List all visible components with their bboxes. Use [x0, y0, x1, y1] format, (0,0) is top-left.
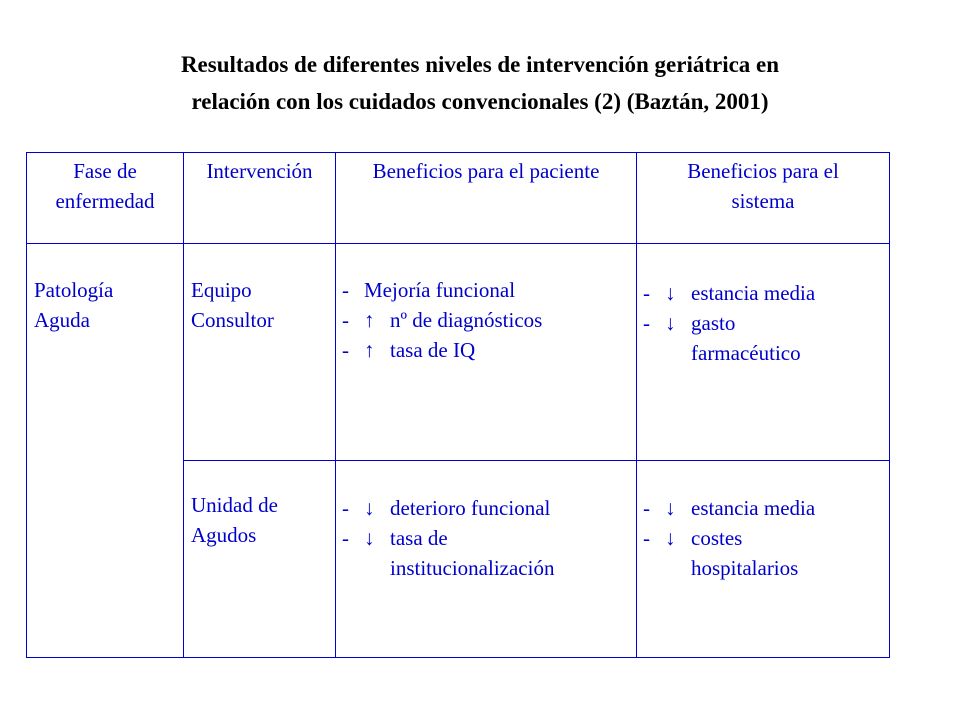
- results-table: [26, 152, 890, 658]
- system-benefit-item: [643, 308, 815, 338]
- patient-benefits-cell-2: [342, 493, 554, 583]
- system-benefits-cell-1: [643, 278, 815, 368]
- header-intervention-line-1: Intervención: [206, 159, 313, 183]
- intervention-2-line-2: Agudos: [191, 523, 257, 547]
- phase-line-2: Aguda: [34, 308, 90, 332]
- header-row-divider: [26, 243, 890, 244]
- benefit-text: deterioro funcional: [390, 496, 551, 520]
- benefit-text: Mejoría funcional: [364, 278, 516, 302]
- system-benefit-item: [643, 278, 815, 308]
- system-benefit-item: [643, 523, 815, 553]
- dash: -: [342, 338, 349, 362]
- dash: -: [643, 311, 650, 335]
- intervention-1-line-1: Equipo: [191, 278, 252, 302]
- header-intervention: [184, 156, 335, 186]
- intervention-2-line-1: Unidad de: [191, 493, 278, 517]
- system-benefit-item: [643, 493, 815, 523]
- column-divider-1: [183, 152, 184, 658]
- benefit-text: tasa de IQ: [390, 338, 476, 362]
- header-patient-benefits: [336, 156, 636, 186]
- patient-benefit-item: [342, 335, 542, 365]
- arrow-down-icon: ↓: [364, 526, 375, 550]
- arrow-down-icon: ↓: [665, 496, 676, 520]
- benefit-text: estancia media: [691, 281, 816, 305]
- benefit-text: costes: [691, 526, 743, 550]
- dash: -: [342, 496, 349, 520]
- arrow-down-icon: ↓: [364, 496, 375, 520]
- benefit-text: estancia media: [691, 496, 816, 520]
- intervention-1-line-2: Consultor: [191, 308, 274, 332]
- title-line-1: Resultados de diferentes niveles de intervención geriátrica en: [180, 52, 780, 77]
- benefit-continuation: institucionalización: [390, 556, 555, 580]
- header-system-line-2: sistema: [731, 189, 795, 213]
- intervention-cell-1: [191, 275, 274, 335]
- arrow-down-icon: ↓: [665, 526, 676, 550]
- patient-benefit-item: [342, 493, 554, 523]
- body-row-divider: [183, 460, 890, 461]
- benefit-continuation: hospitalarios: [691, 556, 799, 580]
- column-divider-3: [636, 152, 637, 658]
- header-system-line-1: Beneficios para el: [687, 159, 839, 183]
- dash: -: [643, 281, 650, 305]
- header-phase: [27, 156, 183, 216]
- arrow-up-icon: ↑: [364, 338, 375, 362]
- intervention-cell-2: [191, 490, 278, 550]
- patient-benefit-item: [342, 305, 542, 335]
- header-system-benefits: [637, 156, 889, 216]
- arrow-up-icon: ↑: [364, 308, 375, 332]
- benefit-text: nº de diagnósticos: [390, 308, 543, 332]
- benefit-text: gasto: [691, 311, 736, 335]
- arrow-down-icon: ↓: [665, 311, 676, 335]
- column-divider-2: [335, 152, 336, 658]
- dash: -: [342, 526, 349, 550]
- patient-benefit-item: [342, 275, 542, 305]
- header-patient-line-1: Beneficios para el paciente: [372, 159, 600, 183]
- slide-title: [40, 46, 920, 120]
- phase-line-1: Patología: [34, 278, 114, 302]
- table-border-bottom: [26, 657, 890, 658]
- dash: -: [643, 496, 650, 520]
- title-line-2: relación con los cuidados convencionales (2) (Baztán, 2001): [191, 89, 769, 114]
- benefit-text: tasa de: [390, 526, 448, 550]
- dash: -: [342, 308, 349, 332]
- phase-cell: [34, 275, 113, 335]
- system-benefits-cell-2: [643, 493, 815, 583]
- table-border-top: [26, 152, 890, 153]
- benefit-continuation: farmacéutico: [691, 341, 801, 365]
- dash: -: [643, 526, 650, 550]
- header-phase-line-2: enfermedad: [55, 189, 155, 213]
- table-border-right: [889, 152, 890, 658]
- patient-benefit-item: [342, 523, 554, 553]
- arrow-down-icon: ↓: [665, 281, 676, 305]
- header-phase-line-1: Fase de: [73, 159, 137, 183]
- table-border-left: [26, 152, 27, 658]
- patient-benefits-cell-1: [342, 275, 542, 365]
- dash: -: [342, 278, 349, 302]
